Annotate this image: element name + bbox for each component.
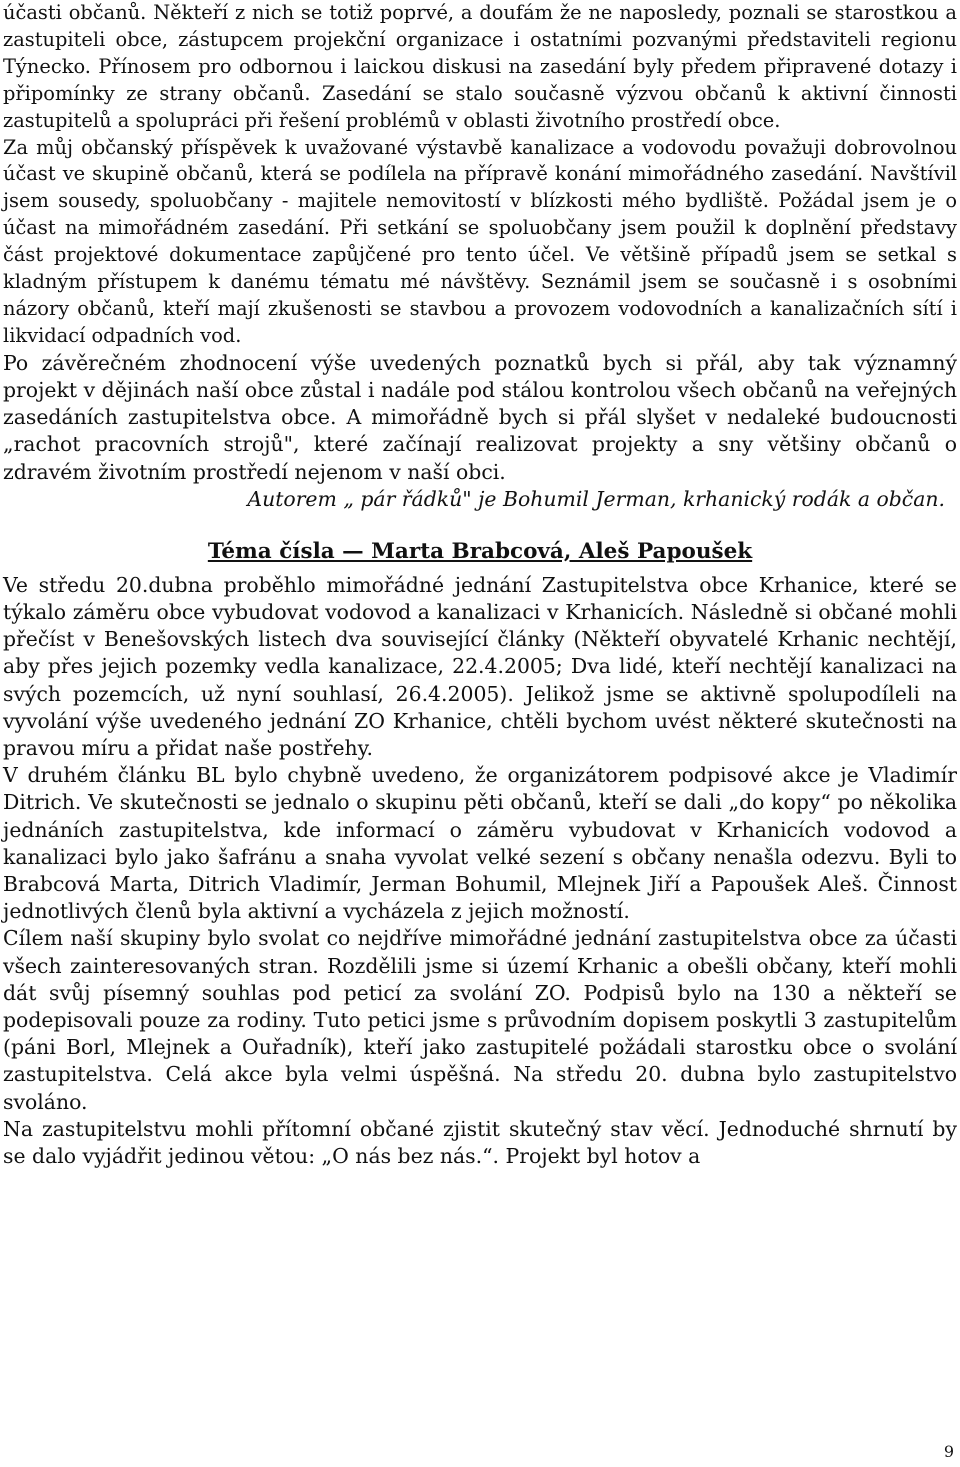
article1-paragraph-3: Po závěrečném zhodnocení výše uvedených poznatků bych si přál, aby tak významný projekt v dějinách naší obce zůstal i nadále pod stálou kontrolou všech občanů na veřejných zasedáních zastupitelstva obce. A mimořádně bych si přál slyšet v nedaleké budoucnosti „rachot pracovních strojů", které začínají realizovat projekty a sny většiny občanů o zdravém životním prostředí nejenom v naší obci. [3,350,957,484]
page-number: 9 [943,1442,954,1461]
article2-paragraph-4: Na zastupitelstvu mohli přítomní občané zjistit skutečný stav věcí. Jednoduché shrnutí by se dalo vyjádřit jedinou větou: „O nás bez nás.“. Projekt byl hotov a [3,1116,957,1169]
article1-paragraph-2: Za můj občanský příspěvek k uvažované výstavbě kanalizace a vodovodu považuji dobrovolnou účast ve skupině občanů, která se podílela na přípravě konání mimořádného zasedání. Navštívil jsem sousedy, spoluobčany - majitele nemovitostí v blízkosti mého bydliště. Požádal jsem je o účast na mimořádném zasedání. Při setkání se spoluobčany jsem použil k doplnění představy část projektové dokumentace zapůjčené pro tento účel. Ve většině případů jsem se setkal s kladným přístupem k danému tématu mé návštěvy. Seznámil jsem se současně i s osobními názory občanů, kteří mají zkušenosti se stavbou a provozem vodovodních a kanalizačních sítí i likvidací odpadních vod. [3,135,957,347]
article2-paragraph-2: V druhém článku BL bylo chybně uvedeno, že organizátorem podpisové akce je Vladimír Ditrich. Ve skutečnosti se jednalo o skupinu pěti občanů, kteří se dali „do kopy“ po několika jednáních zastupitelstva, kde informací o záměru vybudovat v Krhanicích vodovod a kanalizaci bylo jako šafránu a snaha vyvolat velké sezení s občany nenašla odezvu. Byli to Brabcová Marta, Ditrich Vladimír, Jerman Bohumil, Mlejnek Jiří a Papoušek Aleš. Činnost jednotlivých členů byla aktivní a vycházela z jejich možností. [3,763,957,924]
article2-paragraph-1: Ve středu 20.dubna proběhlo mimořádné jednání Zastupitelstva obce Krhanice, které se týkalo záměru obce vybudovat vodovod a kanalizaci v Krhanicích. Následně si občané mohli přečíst v Benešovských listech dva související články (Někteří obyvatelé Krhanic nechtějí, aby přes jejich pozemky vedla kanalizace, 22.4.2005; Dva lidé, kteří nechtějí kanalizaci na svých pozemcích, už nyní souhlasí, 26.4.2005). Jelikož jsme se aktivně spolupodíleli na vyvolání výše uvedeného jednání ZO Krhanice, chtěli bychom uvést některé skutečnosti na pravou míru a přidat naše postřehy. [3,572,957,761]
article2-paragraph-3: Cílem naší skupiny bylo svolat co nejdříve mimořádné jednání zastupitelstva obce za účasti všech zainteresovaných stran. Rozdělili jsme si území Krhanic a obešli občany, kteří mohli dát svůj písemný souhlas pod peticí za svolání ZO. Podpisů bylo na 130 a někteří se podepisovali pouze za rodiny. Tuto petici jsme s průvodním dopisem poskytli 3 zastupitelům (páni Borl, Mlejnek a Ouřadník), kteří jako zastupitelé požádali starostku obce o svolání zastupitelstva. Celá akce byla velmi úspěšná. Na středu 20. dubna bylo zastupitelstvo svoláno. [3,926,957,1114]
article2-heading: Téma čísla — Marta Brabcová, Aleš Papoušek [207,538,753,564]
document-page [3,0,957,1170]
article1-paragraph-1: účasti občanů. Někteří z nich se totiž poprvé, a doufám že ne naposledy, poznali se starostkou a zastupiteli obce, zástupcem projekční organizace i ostatními pozvanými představiteli regionu Týnecko. Přínosem pro odbornou i laickou diskusi na zasedání byly předem připravené dotazy i připomínky ze strany občanů. Zasedání se stalo současně výzvou občanů k aktivní činnosti zastupitelů a spolupráci při řešení problémů v oblasti životního prostředí obce. [3,1,957,132]
article1-author-line: Autorem „ pár řádků" je Bohumil Jerman, krhanický rodák a občan. [247,486,945,511]
